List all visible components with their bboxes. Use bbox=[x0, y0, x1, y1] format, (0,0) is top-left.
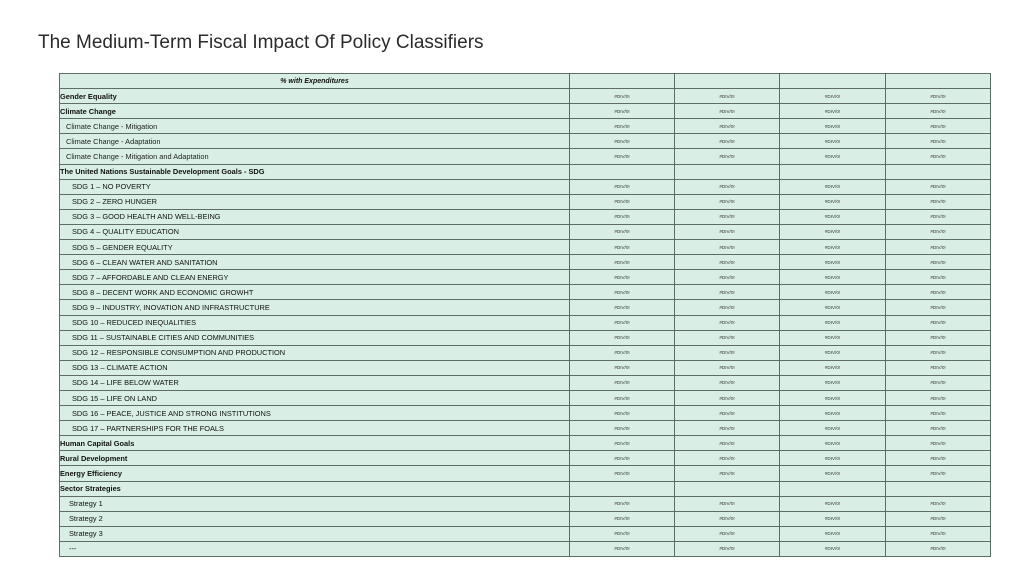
value-cell: #DIV/0! bbox=[886, 496, 991, 511]
value-cell: #DIV/0! bbox=[570, 406, 675, 421]
table-row bbox=[60, 481, 991, 496]
value-cell: #DIV/0! bbox=[675, 255, 780, 270]
value-cell: #DIV/0! bbox=[780, 104, 886, 119]
value-cell: #DIV/0! bbox=[570, 375, 675, 390]
row-label: Gender Equality bbox=[60, 89, 570, 104]
row-label: Human Capital Goals bbox=[60, 436, 570, 451]
value-cell: #DIV/0! bbox=[780, 255, 886, 270]
value-cell bbox=[570, 164, 675, 179]
value-cell: #DIV/0! bbox=[780, 466, 886, 481]
value-cell: #DIV/0! bbox=[570, 526, 675, 541]
table-row bbox=[60, 89, 991, 104]
table-row bbox=[60, 240, 991, 255]
row-label: Strategy 2 bbox=[60, 511, 570, 526]
table-row bbox=[60, 224, 991, 239]
table-row bbox=[60, 375, 991, 390]
value-cell bbox=[780, 481, 886, 496]
value-cell bbox=[886, 481, 991, 496]
value-cell: #DIV/0! bbox=[675, 194, 780, 209]
value-cell: #DIV/0! bbox=[675, 240, 780, 255]
value-cell: #DIV/0! bbox=[886, 270, 991, 285]
value-cell: #DIV/0! bbox=[886, 330, 991, 345]
row-label: SDG 8 – DECENT WORK AND ECONOMIC GROWHT bbox=[60, 285, 570, 300]
value-cell: #DIV/0! bbox=[570, 451, 675, 466]
row-label: SDG 7 – AFFORDABLE AND CLEAN ENERGY bbox=[60, 270, 570, 285]
value-cell: #DIV/0! bbox=[780, 224, 886, 239]
value-cell: #DIV/0! bbox=[675, 375, 780, 390]
value-cell bbox=[675, 481, 780, 496]
page-title: The Medium-Term Fiscal Impact Of Policy Classifiers bbox=[38, 32, 484, 53]
row-label: Rural Development bbox=[60, 451, 570, 466]
value-cell: #DIV/0! bbox=[675, 330, 780, 345]
table-row bbox=[60, 421, 991, 436]
value-cell: #DIV/0! bbox=[886, 209, 991, 224]
value-cell: #DIV/0! bbox=[570, 134, 675, 149]
table-header-row bbox=[60, 74, 991, 89]
value-cell: #DIV/0! bbox=[570, 315, 675, 330]
header-cell bbox=[886, 74, 991, 89]
value-cell: #DIV/0! bbox=[675, 209, 780, 224]
row-label: SDG 13 – CLIMATE ACTION bbox=[60, 360, 570, 375]
value-cell: #DIV/0! bbox=[780, 390, 886, 405]
value-cell: #DIV/0! bbox=[675, 119, 780, 134]
value-cell: #DIV/0! bbox=[780, 541, 886, 556]
value-cell: #DIV/0! bbox=[570, 89, 675, 104]
value-cell: #DIV/0! bbox=[570, 119, 675, 134]
value-cell: #DIV/0! bbox=[886, 541, 991, 556]
table-row bbox=[60, 390, 991, 405]
value-cell: #DIV/0! bbox=[780, 240, 886, 255]
row-label: Climate Change - Mitigation and Adaptation bbox=[60, 149, 570, 164]
value-cell: #DIV/0! bbox=[780, 511, 886, 526]
value-cell: #DIV/0! bbox=[886, 224, 991, 239]
value-cell: #DIV/0! bbox=[675, 285, 780, 300]
value-cell: #DIV/0! bbox=[570, 300, 675, 315]
value-cell: #DIV/0! bbox=[570, 541, 675, 556]
row-label: Strategy 1 bbox=[60, 496, 570, 511]
value-cell: #DIV/0! bbox=[886, 104, 991, 119]
value-cell: #DIV/0! bbox=[675, 360, 780, 375]
row-label: SDG 2 – ZERO HUNGER bbox=[60, 194, 570, 209]
value-cell: #DIV/0! bbox=[886, 345, 991, 360]
row-label: SDG 17 – PARTNERSHIPS FOR THE FOALS bbox=[60, 421, 570, 436]
row-label: Climate Change - Adaptation bbox=[60, 134, 570, 149]
value-cell: #DIV/0! bbox=[886, 240, 991, 255]
value-cell: #DIV/0! bbox=[780, 119, 886, 134]
value-cell: #DIV/0! bbox=[886, 194, 991, 209]
value-cell: #DIV/0! bbox=[570, 255, 675, 270]
row-label: Climate Change bbox=[60, 104, 570, 119]
value-cell: #DIV/0! bbox=[570, 421, 675, 436]
value-cell: #DIV/0! bbox=[675, 104, 780, 119]
table-row bbox=[60, 134, 991, 149]
table-row bbox=[60, 300, 991, 315]
table-row bbox=[60, 541, 991, 556]
value-cell: #DIV/0! bbox=[886, 406, 991, 421]
value-cell: #DIV/0! bbox=[780, 330, 886, 345]
value-cell: #DIV/0! bbox=[886, 149, 991, 164]
value-cell: #DIV/0! bbox=[675, 466, 780, 481]
header-cell bbox=[570, 74, 675, 89]
policy-classifiers-table bbox=[59, 73, 991, 557]
row-label: Strategy 3 bbox=[60, 526, 570, 541]
row-label: Climate Change - Mitigation bbox=[60, 119, 570, 134]
table-row bbox=[60, 285, 991, 300]
row-label: SDG 1 – NO POVERTY bbox=[60, 179, 570, 194]
row-label: SDG 10 – REDUCED INEQUALITIES bbox=[60, 315, 570, 330]
value-cell: #DIV/0! bbox=[570, 240, 675, 255]
row-label: The United Nations Sustainable Development Goals - SDG bbox=[60, 164, 570, 179]
row-label: SDG 16 – PEACE, JUSTICE AND STRONG INSTITUTIONS bbox=[60, 406, 570, 421]
value-cell: #DIV/0! bbox=[780, 149, 886, 164]
value-cell: #DIV/0! bbox=[675, 526, 780, 541]
table-row bbox=[60, 119, 991, 134]
value-cell: #DIV/0! bbox=[780, 179, 886, 194]
table-row bbox=[60, 255, 991, 270]
value-cell: #DIV/0! bbox=[886, 300, 991, 315]
value-cell bbox=[886, 164, 991, 179]
value-cell: #DIV/0! bbox=[886, 315, 991, 330]
row-label: --- bbox=[60, 541, 570, 556]
value-cell: #DIV/0! bbox=[886, 390, 991, 405]
row-label: SDG 11 – SUSTAINABLE CITIES AND COMMUNITIES bbox=[60, 330, 570, 345]
value-cell: #DIV/0! bbox=[570, 209, 675, 224]
table-row bbox=[60, 194, 991, 209]
value-cell: #DIV/0! bbox=[780, 194, 886, 209]
value-cell: #DIV/0! bbox=[570, 104, 675, 119]
value-cell: #DIV/0! bbox=[780, 209, 886, 224]
row-label: SDG 3 – GOOD HEALTH AND WELL-BEING bbox=[60, 209, 570, 224]
value-cell bbox=[780, 164, 886, 179]
value-cell: #DIV/0! bbox=[570, 496, 675, 511]
value-cell: #DIV/0! bbox=[570, 194, 675, 209]
value-cell: #DIV/0! bbox=[570, 285, 675, 300]
value-cell: #DIV/0! bbox=[570, 149, 675, 164]
value-cell: #DIV/0! bbox=[886, 119, 991, 134]
value-cell: #DIV/0! bbox=[570, 179, 675, 194]
row-label: SDG 5 – GENDER EQUALITY bbox=[60, 240, 570, 255]
row-label: SDG 4 – QUALITY EDUCATION bbox=[60, 224, 570, 239]
value-cell: #DIV/0! bbox=[780, 134, 886, 149]
row-label: SDG 12 – RESPONSIBLE CONSUMPTION AND PRODUCTION bbox=[60, 345, 570, 360]
table-header-label: % with Expenditures bbox=[60, 74, 570, 89]
value-cell: #DIV/0! bbox=[780, 496, 886, 511]
value-cell: #DIV/0! bbox=[675, 496, 780, 511]
value-cell: #DIV/0! bbox=[570, 360, 675, 375]
value-cell: #DIV/0! bbox=[675, 436, 780, 451]
table-row bbox=[60, 104, 991, 119]
table-row bbox=[60, 209, 991, 224]
table-row bbox=[60, 466, 991, 481]
value-cell: #DIV/0! bbox=[675, 390, 780, 405]
value-cell: #DIV/0! bbox=[780, 270, 886, 285]
value-cell: #DIV/0! bbox=[886, 526, 991, 541]
value-cell: #DIV/0! bbox=[675, 179, 780, 194]
value-cell: #DIV/0! bbox=[675, 134, 780, 149]
value-cell: #DIV/0! bbox=[675, 224, 780, 239]
value-cell: #DIV/0! bbox=[675, 421, 780, 436]
table-row bbox=[60, 330, 991, 345]
header-cell bbox=[675, 74, 780, 89]
table-row bbox=[60, 345, 991, 360]
value-cell: #DIV/0! bbox=[570, 466, 675, 481]
table-row bbox=[60, 526, 991, 541]
row-label: Sector Strategies bbox=[60, 481, 570, 496]
value-cell: #DIV/0! bbox=[886, 255, 991, 270]
table-row bbox=[60, 360, 991, 375]
row-label: Energy Efficiency bbox=[60, 466, 570, 481]
table-row bbox=[60, 511, 991, 526]
value-cell: #DIV/0! bbox=[780, 360, 886, 375]
value-cell: #DIV/0! bbox=[570, 224, 675, 239]
value-cell: #DIV/0! bbox=[886, 436, 991, 451]
value-cell: #DIV/0! bbox=[886, 375, 991, 390]
value-cell: #DIV/0! bbox=[780, 436, 886, 451]
value-cell: #DIV/0! bbox=[570, 436, 675, 451]
value-cell: #DIV/0! bbox=[675, 270, 780, 285]
value-cell: #DIV/0! bbox=[886, 89, 991, 104]
value-cell: #DIV/0! bbox=[780, 285, 886, 300]
value-cell: #DIV/0! bbox=[780, 421, 886, 436]
value-cell: #DIV/0! bbox=[570, 330, 675, 345]
value-cell: #DIV/0! bbox=[886, 466, 991, 481]
value-cell: #DIV/0! bbox=[675, 406, 780, 421]
table-row bbox=[60, 179, 991, 194]
value-cell: #DIV/0! bbox=[675, 315, 780, 330]
value-cell: #DIV/0! bbox=[780, 406, 886, 421]
row-label: SDG 9 – INDUSTRY, INOVATION AND INFRASTRUCTURE bbox=[60, 300, 570, 315]
table-row bbox=[60, 406, 991, 421]
value-cell: #DIV/0! bbox=[780, 300, 886, 315]
value-cell: #DIV/0! bbox=[675, 541, 780, 556]
value-cell: #DIV/0! bbox=[886, 451, 991, 466]
table-row bbox=[60, 270, 991, 285]
value-cell: #DIV/0! bbox=[886, 511, 991, 526]
value-cell: #DIV/0! bbox=[570, 390, 675, 405]
value-cell: #DIV/0! bbox=[675, 300, 780, 315]
table-row bbox=[60, 315, 991, 330]
value-cell: #DIV/0! bbox=[886, 360, 991, 375]
value-cell: #DIV/0! bbox=[675, 89, 780, 104]
value-cell: #DIV/0! bbox=[886, 179, 991, 194]
value-cell: #DIV/0! bbox=[780, 345, 886, 360]
row-label: SDG 14 – LIFE BELOW WATER bbox=[60, 375, 570, 390]
value-cell: #DIV/0! bbox=[886, 134, 991, 149]
value-cell: #DIV/0! bbox=[675, 511, 780, 526]
value-cell: #DIV/0! bbox=[886, 421, 991, 436]
table-row bbox=[60, 164, 991, 179]
value-cell: #DIV/0! bbox=[780, 526, 886, 541]
value-cell: #DIV/0! bbox=[570, 511, 675, 526]
value-cell: #DIV/0! bbox=[675, 451, 780, 466]
value-cell: #DIV/0! bbox=[886, 285, 991, 300]
value-cell: #DIV/0! bbox=[780, 315, 886, 330]
value-cell: #DIV/0! bbox=[675, 149, 780, 164]
table-row bbox=[60, 149, 991, 164]
table-row bbox=[60, 451, 991, 466]
value-cell: #DIV/0! bbox=[780, 89, 886, 104]
value-cell bbox=[675, 164, 780, 179]
row-label: SDG 15 – LIFE ON LAND bbox=[60, 390, 570, 405]
value-cell: #DIV/0! bbox=[570, 270, 675, 285]
value-cell: #DIV/0! bbox=[780, 375, 886, 390]
value-cell: #DIV/0! bbox=[675, 345, 780, 360]
table-row bbox=[60, 496, 991, 511]
value-cell: #DIV/0! bbox=[780, 451, 886, 466]
value-cell bbox=[570, 481, 675, 496]
table-row bbox=[60, 436, 991, 451]
row-label: SDG 6 – CLEAN WATER AND SANITATION bbox=[60, 255, 570, 270]
header-cell bbox=[780, 74, 886, 89]
value-cell: #DIV/0! bbox=[570, 345, 675, 360]
